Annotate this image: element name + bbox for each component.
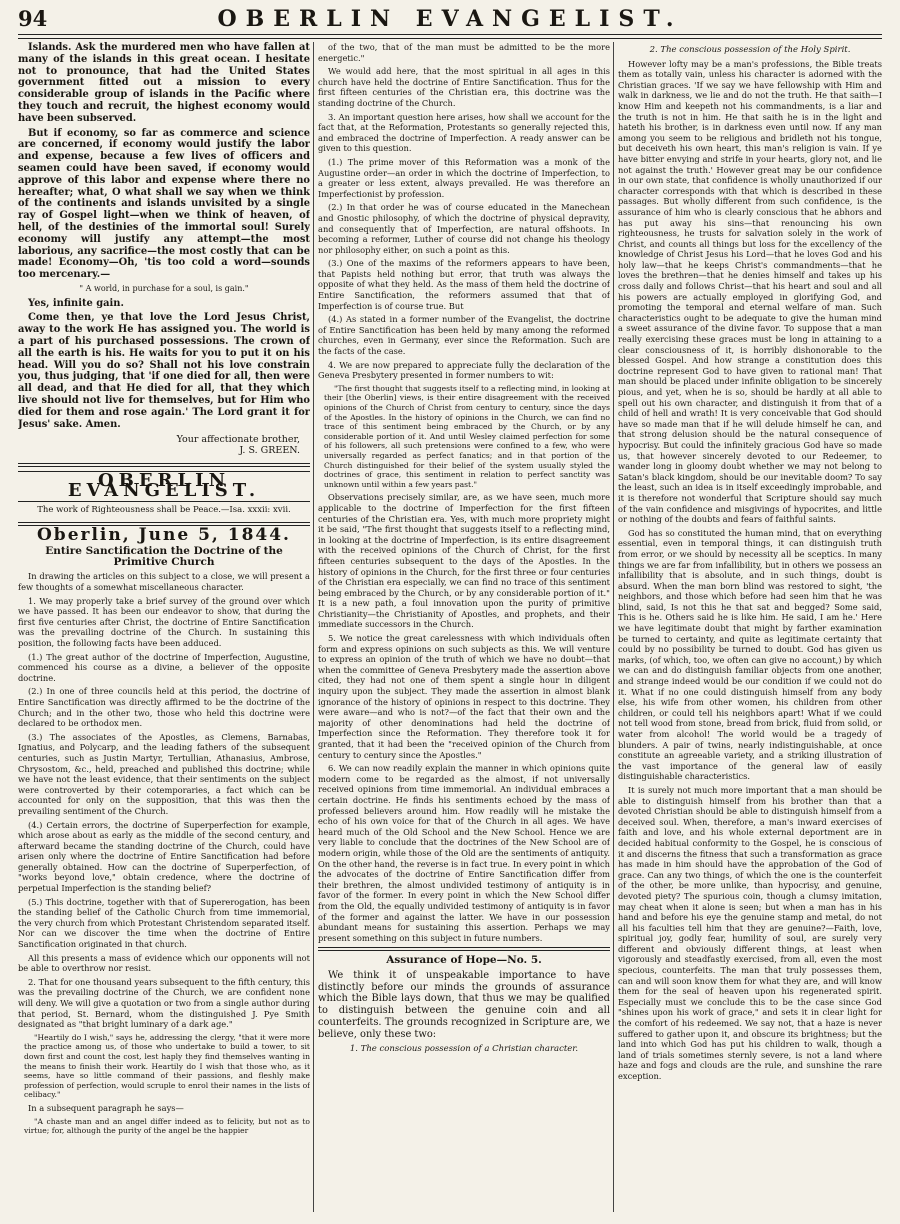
column-left (18, 42, 310, 1212)
running-title: OBERLIN EVANGELIST. (217, 6, 683, 32)
article-paragraph: 3. An important question here arises, how shall we account for the fact that, at the Reformation, Protestants so generally rejected this, and embraced the doctrine of Imperfection. A ready answer can be given to this question. (318, 111, 610, 154)
top-rule (18, 34, 882, 39)
article-paragraph: However lofty may be a man's professions, the Bible treats them as totally vain, unless his character is adorned with the Christian graces. 'If we say we have fellowship with Him and walk in darkness, we lie and do not the truth. He that saith—I know Him and keepeth not his commandments, is a liar and the truth is not in him. He that saith he is in the light and hateth his brother, is in darkness even until now. If any man among you seem to be religious and bridleth not his tongue, but deceiveth his own heart, this man's religion is vain. If ye have bitter envying and strife in your hearts, glory not, and lie not against the truth.' However great may be our confidence in our own state, that confidence is wholly unauthorized if our character corresponds with that which is described in these passages. But wholly different from such confidence, is the assurance of him who is clearly conscious that he abhors and has put away his sins—that renouncing his own righteousness, he trusts for salvation solely in the work of Christ, and counts all things but loss for the excellency of the knowledge of Christ Jesus his Lord—that he loves God and his holy law—that he keeps Christ's commandments—that he loves the brethren—that he denies himself and takes up his cross daily and follows Christ—that his heart and soul and all his powers are actually employed in glorifying God, and promoting the temporal and eternal welfare of man. Such characteristics ought to be adequate to give the human mind a sweet assurance of the divine favor. To suppose that a man really exercising these graces must be long in attaining to a clear consciousness of it, is horribly dishonorable to the blessed Gospel. And how strange a constitution does this doctrine represent God to have given to rational man! That man should be placed under infinite obligation to be sincerely pious, and yet, when he is so, should be hardly at all able to spell out his own character, and distinguish it from that of a child of hell and wrath! It is very conceivable that God should have so made man that if he will delude himself he can, and that strong delusion should be the natural consequence of hypocrisy. But could the infinitely gracious God have so made us, that however sincerely devoted to our Redeemer, to wander long in gloomy doubt whether we may not belong to Satan's black kingdom, should be our inevitable doom? To say the least, such an idea is in itself exceedingly improbable, and it is therefore not wonderful that Scripture should say much of the vain confidence and misgivings of hypocrites, and little or nothing of the doubts and fears of faithful saints. (618, 58, 882, 525)
section-rule (318, 947, 610, 951)
column-right (618, 42, 882, 1212)
article-paragraph: It is surely not much more important that a man should be able to distinguish himself from his brother than that a devoted Christian should be able to distinguish himself from a deceived soul. When, therefore, a man's inward exercises of faith and love, and his whole external deportment are in decided habitual conformity to the Gospel, he is conscious of it and discerns the fitness that such a transformation as grace has made in him should have the approbation of the God of grace. Can any two things, of which the one is the counterfeit of the other, be more unlike, than hypocrisy, and genuine, devoted piety? The spurious coin, though a clumsy imitation, may cheat when it alone is seen; but when a man has in his hand and before his eye the genuine stamp and metal, do not all his faculties tell him that they are genuine?—Faith, love, spiritual joy, godly fear, humility of soul, are surely very different and obviously different things, at least when vigorously and steadfastly exercised, from all, even the most specious, counterfeits. The man that truly possesses them, can and will soon know them for what they are, and will know them for the seal of heaven upon his regenerated spirit. Especially must we conclude this to be the case since God "shines upon his work of grace," and sets it in clear light for the comfort of his redeemed. We say not, that a haze is never suffered to gather upon it, and obscure its brightness; but the land into which God has put his children to walk, though a land of trials sometimes sternly severe, is not a land where haze and fogs and clouds are the rule, and sunshine the rare exception. (618, 784, 882, 1081)
motto: The work of Righteousness shall be Peace.—Isa. xxxii: xvii. (37, 505, 291, 516)
article-paragraph: (4.) Certain errors, the doctrine of Superperfection for example, which arose about as early as the middle of the second century, and afterward became the standing doctrine of the Church, could have arisen only where the doctrine of Entire Sanctification had before generally obtained. How can the doctrine of Superperfection, of "works beyond love," obtain credence, where the doctrine of perpetual Imperfection is the standing belief? (18, 819, 310, 894)
signature-name: J. S. GREEN. (239, 445, 300, 457)
article-paragraph: In a subsequent paragraph he says— (28, 1102, 184, 1113)
signature-closing: Your affectionate brother, (176, 434, 300, 446)
article-paragraph: We would add here, that the most spiritual in all ages in this church have held the doctrine of Entire Sanctification. Thus for the first fifteen centuries of the Christian era, this doctrine was the standing doctrine of the Church. (318, 66, 610, 108)
article-paragraph: (1.) The great author of the doctrine of Imperfection, Augustine, commenced his course as a divine, a believer of the opposite doctrine. (18, 651, 310, 683)
article-quote: "A chaste man and an angel differ indeed as to felicity, but not as to virtue; for, although the purity of the angel be the happier (24, 1116, 310, 1136)
article-quote: "Heartily do I wish," says he, addressing the clergy, "that it were more the practice among us, of those who undertake to build a tower, to sit down first and count the cost, lest haply they find themselves wanting in the means to finish their work. Heartily do I wish that those who, as it seems, have so little command of their passions, and fleshly make profession of perfection, would scruple to enrol their names in the lists of celibacy." (24, 1032, 310, 1100)
column-rule-right (613, 42, 614, 1212)
article-paragraph: (4.) As stated in a former number of the Evangelist, the doctrine of Entire Sanctification has been held by many among the reformed churches, even in Germany, ever since the Reformation. Such are the facts of the case. (318, 314, 610, 357)
article-paragraph: (2.) In one of three councils held at this period, the doctrine of Entire Sanctification was directly affirmed to be the doctrine of the Church; and in the other two, those who held this doctrine were declared to be orthodox men. (18, 686, 310, 729)
letter-paragraph: Islands. Ask the murdered men who have fallen at many of the islands in this great ocean. I hesitate not to pronounce, that had the United States government fitted out a mission to every considerable group of islands in the Pacific where they touch and recruit, the highest economy would have been subserved. (18, 42, 310, 124)
article-paragraph: of the two, that of the man must be admitted to be the more energetic." (318, 42, 610, 63)
presbytery-quote: "The first thought that suggests itself to a reflecting mind, in looking at their [the Oberlin] views, is their entire disagreement with the received opinions of the Church of Christ from century to century, since the days of the Apostles. In the history of opinions in the Church, we can find no trace of this sentiment being embraced by the Church, or by any considerable portion of it. And until Wesley claimed perfection for some of his followers, all such pretensions were confined to a few, who were universally regarded as perfect fanatics; and in that portion of the Church distinguished for their belief of the system usually styled the doctrines of grace, this sentiment in relation to perfect sanctity was unknown until within a few years past." (324, 383, 610, 489)
letter-paragraph: Come then, ye that love the Lord Jesus Christ, away to the work He has assigned you. The world is a part of his purchased possessions. The crown of all the earth is his. He waits for you to put it on his head. Will you do so? Shall not his love constrain you, thus judging, that 'if one died for all, then were all dead, and that He died for all, that they which live should not live for themselves, but for Him who died for them and rose again.' The Lord grant it for Jesus' sake. Amen. (18, 312, 310, 430)
verse-quote: " A world, in purchase for a soul, is gain." (79, 283, 249, 293)
letter-paragraph: Yes, infinite gain. (28, 297, 124, 309)
article-paragraph: (3.) The associates of the Apostles, as Clemens, Barnabas, Ignatius, and Polycarp, and the leading fathers of the subsequent centuries, such as Justin Martyr, Tertullian, Athanasius, Ambrose, Chrysostom, &c., held, preached and published this doctrine; while we have not the least evidence, that their sentiments on the subject were controverted by their cotemporaries, a fact which can be accounted for only on the supposition, that this was then the prevailing sentiment of the Church. (18, 731, 310, 816)
masthead (18, 6, 882, 34)
article-paragraph: In drawing the articles on this subject to a close, we will present a few thoughts of a somewhat miscellaneous character. (18, 571, 310, 593)
column-middle (318, 42, 610, 1212)
dateline: Oberlin, June 5, 1844. (37, 524, 291, 545)
article-paragraph: Observations precisely similar, are, as we have seen, much more applicable to the doctrine of Imperfection for the first fifteen centuries of the Christian era. Yes, with much more propriety might it be said, "The first thought that suggests itself to a reflecting mind, in looking at the doctrine of Imperfection, is its entire disagreement with the received opinions of the Church of Christ, for the first fifteen centuries subsequent to the days of the Apostles. In the history of opinions in the Church, for the first three or four centuries of the Christian era especially, we can find no trace of this sentiment being embraced by the Church, or by any considerable portion of it." It is a new path, a foul innovation upon the purity of primitive Christianity—the Christianity of Apostles, and prophets, and their immediate successors in the Church. (318, 492, 610, 630)
article-heading: Assurance of Hope—No. 5. (386, 954, 542, 967)
numbered-point: 1. The conscious possession of a Christian character. (349, 1043, 579, 1054)
article-paragraph: We think it of unspeakable importance to have distinctly before our minds the grounds of assurance which the Bible lays down, that thus we may be qualified to distinguish between the genuine coin and all counterfeits. The grounds recognized in Scripture are, we believe, only these two: (318, 969, 610, 1040)
column-rule-left (313, 42, 314, 1212)
article-paragraph: 6. We can now readily explain the manner in which opinions quite modern come to be regarded as the almost, if not universally received opinions from time immemorial. An individual embraces a certain doctrine. He finds his sentiments echoed by the mass of professed believers around him. How readily will he mistake the echo of his own voice for that of the Church in all ages. We have heard much of the Old School and the New School. Hence we are very liable to conclude that the doctrines of the New School are of modern origin, while those of the Old are the sentiments of antiquity. On the other hand, the reverse is in fact true. In every point in which the advocates of the doctrine of Entire Sanctification differ from their brethren, the almost undivided testimony of antiquity is in favor of the former. In every point in which the New School differ from the Old, the equally undivided testimony of antiquity is in favor of the former and against the latter. We have in our possession abundant means for sustaining this assertion. Perhaps we may present something on this subject in future numbers. (318, 763, 610, 943)
article-paragraph: All this presents a mass of evidence which our opponents will not be able to overthrow nor resist. (18, 952, 310, 974)
article-paragraph: (2.) In that order he was of course educated in the Manechean and Gnostic philosophy, of which the doctrine of physical depravity, and consequently that of Imperfection, are natural offshoots. In becoming a reformer, Luther of course did not change his theology nor philosophy either, on such a point as this. (318, 202, 610, 255)
article-paragraph: 2. That for one thousand years subsequent to the fifth century, this was the prevailing doctrine of the Church, we are confident none will deny. We will give a quotation or two from a single author during that period, St. Bernard, whom the distinguished J. Pye Smith designated as "that bright luminary of a dark age." (18, 976, 310, 1030)
section-rule (18, 463, 310, 467)
nameplate: OBERLIN EVANGELIST. (18, 471, 310, 502)
article-paragraph: (3.) One of the maxims of the reformers appears to have been, that Papists held nothing but error, that truth was always the opposite of what they held. As the mass of them held the doctrine of Entire Sanctification, the reformers assumed that that of Imperfection is of course true. But (318, 258, 610, 311)
letter-paragraph: But if economy, so far as commerce and science are concerned, if economy would justify the labor and expense, because a few lives of officers and seamen could have been saved, if economy would approve of this labor and expense where there no hereafter; what, O what shall we say when we think of the continents and islands unvisited by a single ray of Gospel light—when we think of heaven, of hell, of the destinies of the immortal soul! Surely economy will justify any attempt—the most laborious, any sacrifice—the most costly that can be made! Economy—Oh, 'tis too cold a word—sounds too mercenary.— (18, 127, 310, 281)
article-paragraph: God has so constituted the human mind, that on everything essential, even in temporal things, it can distinguish truth from error, or we should by necessity all be sceptics. In many things we are far from infallibility, but in others we possess an infallibility that is absolute, and in such things, doubt is absurd. When the man born blind was restored to sight, 'the neighbors, and those which before had seen him that he was blind, said, Is not this he that sat and begged? Some said, This is he. Others said he is like him. He said, I am he.' Here we have legitimate doubt that might by farther examination be turned to certainty, and quite as legitimate certainty that could by no possibility be turned to doubt. God has given us marks, (of which, too, we often can give no account,) by which we can and do distinguish familiar objects from one another, and strange indeed would be our condition if we could not do it. What if no one could distinguish himself from any body else, his wife from other women, his children from other children, or could tell his neighbors apart! What if we could not tell wood from stone, bread from brick, fluid from solid, or water from alcohol! The world would be a tragedy of blunders. A pair of twins, nearly indistinguishable, at once constitute an agreeable variety, and a striking illustration of the vast importance of the general law of easily distinguishable characteristics. (618, 527, 882, 782)
numbered-point: 2. The conscious possession of the Holy Spirit. (649, 45, 851, 55)
article-paragraph: (5.) This doctrine, together with that of Supererogation, has been the standing belief of the Catholic Church from time immemorial, the very church from which Protestant Christendom separated itself. Nor can we discover the time when the doctrine of Entire Sanctification originated in that church. (18, 896, 310, 950)
page-number: 94 (18, 6, 48, 31)
article-paragraph: (1.) The prime mover of this Reformation was a monk of the Augustine order—an order in which the doctrine of Imperfection, to a greater or less extent, always prevailed. He was therefore an Imperfectionist by profession. (318, 156, 610, 199)
article-paragraph: 1. We may properly take a brief survey of the ground over which we have passed. It has been our endeavor to show, that during the first five centuries after Christ, the doctrine of Entire Sanctification was the prevailing doctrine of the Church. In sustaining this position, the following facts have been adduced. (18, 595, 310, 649)
article-paragraph: 5. We notice the great carelessness with which individuals often form and express opinions on such subjects as this. We will venture to express an opinion of the truth of which we have no doubt—that when the committee of Geneva Presbytery made the assertion above cited, they had not one of them spent a single hour in diligent inquiry upon the subject. They made the assertion in almost blank ignorance of the history of opinions in respect to this doctrine. They were aware—and who is not?—of the fact that their own and the majority of other denominations had held the doctrine of Imperfection since the Reformation. They therefore took it for granted, that it had been the "received opinion of the Church from century to century since the Apostles." (318, 633, 610, 760)
article-heading: Entire Sanctification the Doctrine of the Primitive Church (45, 545, 283, 568)
article-paragraph: 4. We are now prepared to appreciate fully the declaration of the Geneva Presbytery presented in former numbers to wit: (318, 359, 610, 381)
